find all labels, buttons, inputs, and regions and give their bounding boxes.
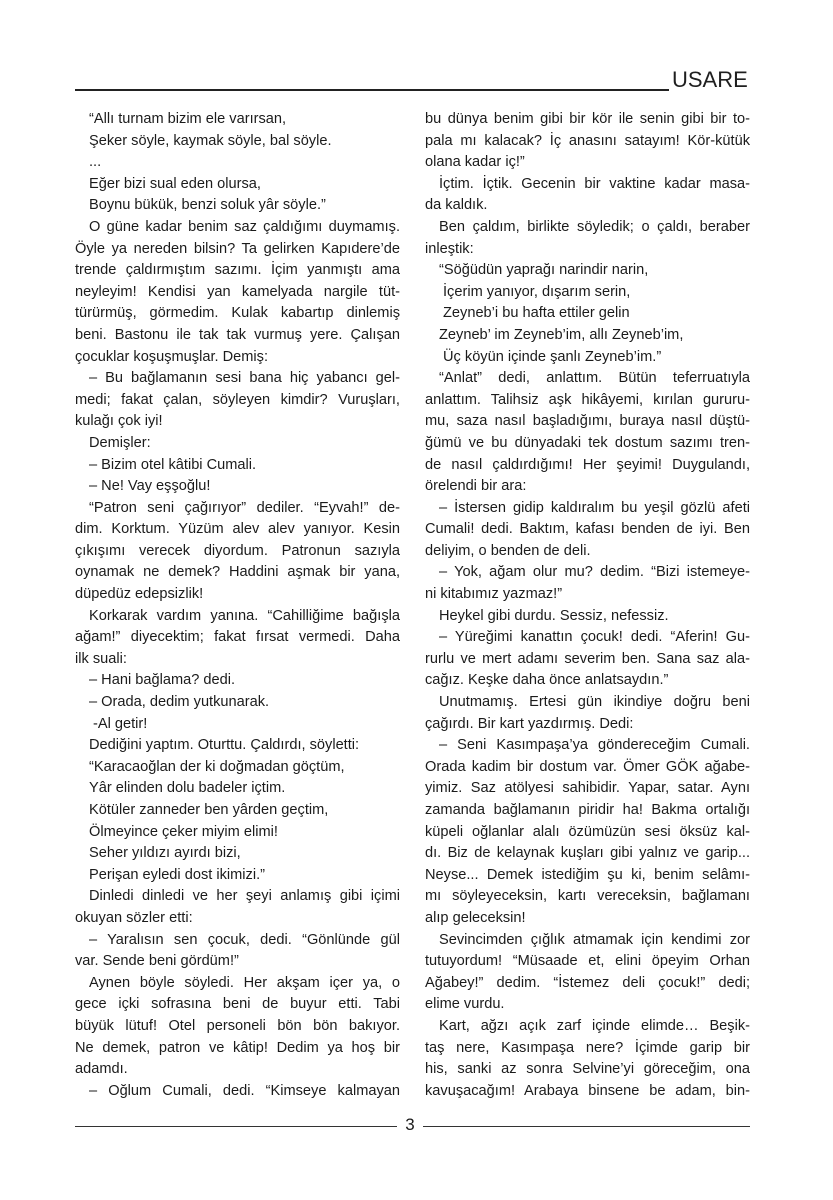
text-line: dim. Korktum. Yüzüm alev alev yanıyor. Kesin: [75, 521, 400, 538]
text-line: Boynu bükük, benzi soluk yâr söyle.”: [89, 197, 326, 214]
text-line: çıkışımı verecek diyordum. Patronun sazıyla: [75, 542, 400, 559]
text-line: elime vurdu.: [425, 996, 505, 1013]
text-line: Seher yıldızı ayırdı bizi,: [89, 845, 241, 862]
right-column: [425, 109, 750, 1102]
text-line: düpedüz edepsizlik!: [75, 586, 204, 603]
text-line: de nasıl çaldırdığımı! Her şeyimi! Duygulandı,: [425, 456, 750, 473]
text-line: beni. Bastonu ile tak tak vurmuş yere. Çalışan: [75, 326, 400, 343]
text-line: “Allı turnam bizim ele varırsan,: [89, 111, 287, 127]
text-line: – Ne! Vay eşşoğlu!: [89, 478, 211, 495]
text-line: Kötüler zanneder ben yârden geçtim,: [89, 802, 329, 818]
text-line: inleştik:: [425, 240, 474, 257]
text-line: oynamak ne demek? Haddini aşmak bir yana,: [75, 564, 400, 581]
text-line: cağız. Keşke daha önce anlatsaydın.”: [425, 672, 669, 689]
text-line: rurlu ve mert adamı severim ben. Sana saz ala-: [425, 650, 750, 667]
text-line: kavuşacağım! Arabaya binsene be adam, bin-: [425, 1082, 750, 1099]
text-line: Unutmamış. Ertesi gün ikindiye doğru beni: [439, 694, 750, 711]
text-line: mı söyleyeceksin, kartı vereceksin, bağlamanı: [425, 888, 750, 905]
text-line: çocuklar koşuşmuşlar. Demiş:: [75, 348, 269, 365]
text-line: -Al getir!: [93, 715, 148, 732]
text-line: Korkarak vardım yanına. “Cahilliğime bağışla: [89, 607, 400, 624]
text-line: Ölmeyince çeker miyim elimi!: [89, 823, 278, 840]
text-line: neyleyim! Kendisi yan kamelyada nargile tüt-: [75, 283, 400, 300]
footer-rule-left: [75, 1126, 397, 1127]
running-header-title: USARE: [672, 67, 748, 92]
text-line: var. Sende beni gördüm!”: [75, 953, 239, 970]
page-number: 3: [405, 1115, 415, 1134]
text-line: “Patron seni çağırıyor” dediler. “Eyvah!” de-: [89, 499, 400, 516]
text-line: alıp geleceksin!: [425, 909, 526, 926]
text-line: medi; fakat çalan, söyleyen kimdir? Vuruşları,: [75, 391, 400, 408]
text-line: dı. Biz de kelaynak kuşları gibi yalnız ve garip...: [425, 845, 750, 862]
text-line: pala mı kalacak? İç anasını satayım! Kör-kütük: [425, 132, 750, 149]
text-line: ilk suali:: [75, 650, 127, 667]
text-line: Heykel gibi durdu. Sessiz, nefessiz.: [439, 607, 669, 624]
text-line: Üç köyün içinde şanlı Zeyneb’im.”: [443, 348, 662, 365]
text-line: ni kitabımız yazmaz!”: [425, 586, 563, 603]
text-line: olana kadar iç!”: [425, 154, 525, 171]
text-line: – Seni Kasımpaşa’ya göndereceğim Cumali.: [439, 737, 750, 754]
text-line: – İstersen gidip kaldıralım bu yeşil gözlü afeti: [439, 499, 750, 516]
text-line: küpeli oğlanlar alalı özümüzün sesi öksüz kal-: [425, 823, 750, 840]
left-column: [75, 109, 400, 1102]
text-line: – Oğlum Cumali, dedi. “Kimseye kalmayan: [89, 1082, 400, 1099]
text-line: mu, saza nasıl başladığımı, buraya nasıl düştü-: [425, 413, 750, 430]
text-line: trende çaldırmıştım sazımı. İçim yanmıştı ama: [75, 262, 400, 279]
text-line: ğümü ve bu dünyadaki tek dostum sazımı tren-: [425, 434, 750, 451]
text-line: ...: [89, 154, 102, 171]
text-line: Demişler:: [89, 434, 151, 451]
text-line: – Bu bağlamanın sesi bana hiç yabancı gel-: [89, 370, 400, 387]
text-line: anlattım. Talihsiz aşk hikâyemi, kırılan gururu-: [425, 391, 750, 408]
text-line: yimiz. Saz atölyesi sahibidir. Yapar, satar. Aynı: [425, 780, 750, 797]
text-line: Öyle ya nereden bilsin? Ta gelirken Kapıdere’de: [75, 240, 400, 257]
text-line: Kart, ağzı açık zarf içinde elimde… Beşik-: [439, 1017, 750, 1034]
text-line: taş nere, Kasımpaşa nere? İçimde garip bir: [425, 1039, 750, 1056]
text-line: Yâr elinden dolu badeler içtim.: [89, 780, 286, 797]
text-line: – Yüreğimi kanattın çocuk! dedi. “Aferin! Gu-: [439, 629, 750, 646]
text-line: Cumali! dedi. Baktım, kafası benden de iyi. Ben: [425, 521, 750, 538]
text-line: türürmüş, görmedim. Kulak kabartıp dinlemiş: [75, 305, 400, 322]
text-line: – Orada, dedim yutkunarak.: [89, 694, 270, 711]
text-line: İçtim. İçtik. Gecenin bir vaktine kadar masa-: [439, 175, 750, 192]
text-line: Ben çaldım, birlikte söyledik; o çaldı, beraber: [439, 218, 750, 235]
text-line: – Yaralısın sen çocuk, dedi. “Gönlünde gül: [89, 931, 400, 948]
text-line: tutuyordum! “Müsaade et, elini öpeyim Orhan: [425, 953, 750, 970]
text-line: – Bizim otel kâtibi Cumali.: [89, 456, 257, 473]
text-line: “Karacaoğlan der ki doğmadan göçtüm,: [89, 758, 345, 775]
text-line: ağam!” diyecektim; fakat fırsat vermedi. Daha: [75, 629, 400, 646]
text-line: Zeyneb’ im Zeyneb’im, allı Zeyneb’im,: [439, 326, 684, 343]
text-line: – Yok, ağam olur mu? dedim. “Bizi istemeye-: [439, 564, 750, 581]
text-line: çağırdı. Bir kart yazdırmış. Dedi:: [425, 715, 634, 732]
text-line: Ağabey!” dedim. “İstemez deli çocuk!” dedi;: [425, 974, 750, 991]
text-line: O güne kadar benim saz çaldığımı duymamış.: [89, 218, 400, 235]
text-line: Sevincimden çığlık atmamak için kendimi zor: [439, 931, 750, 948]
text-line: kulağı çok iyi!: [75, 413, 163, 430]
text-line: okuyan sözler etti:: [75, 909, 193, 926]
footer-rule-right: [423, 1126, 750, 1127]
text-line: da kaldık.: [425, 197, 488, 214]
text-line: adamdı.: [75, 1061, 128, 1078]
text-line: Dinledi dinledi ve her şeyi anlamış gibi içimi: [89, 888, 400, 905]
text-line: “Anlat” dedi, anlattım. Bütün teferruatıyla: [439, 370, 750, 387]
text-line: deliyim, o benden de deli.: [425, 542, 591, 559]
text-line: Zeyneb’i bu hafta ettiler gelin: [443, 305, 630, 322]
text-line: his, sanki az sonra Selvine’yi göreceğim, ona: [425, 1061, 750, 1078]
text-line: – Hani bağlama? dedi.: [89, 672, 236, 689]
header-rule: [75, 89, 669, 91]
text-line: Neyse... Demek istediğim şu ki, benim selâmı-: [425, 866, 750, 883]
text-line: Dediğini yaptım. Oturttu. Çaldırdı, söyletti:: [89, 737, 360, 754]
text-line: Aynen böyle söyledi. Her akşam içer ya, o: [89, 974, 400, 991]
text-line: “Söğüdün yaprağı narindir narin,: [439, 262, 649, 279]
text-line: İçerim yanıyor, dışarım serin,: [443, 283, 631, 300]
text-line: Şeker söyle, kaymak söyle, bal söyle.: [89, 132, 332, 149]
text-line: gece içki sofrasına beni de buyur etti. Tabi: [75, 996, 400, 1013]
text-line: zamanda bağlamanın piridir ha! Bakma ortalığı: [425, 802, 750, 818]
text-line: Orada kadim bir dostum var. Ömer GÖK ağabe-: [425, 758, 750, 775]
text-line: bu dünya benim gibi bir kör ile senin gibi bir to-: [425, 111, 750, 127]
text-line: Perişan eyledi dost ikimizi.”: [89, 866, 265, 883]
text-line: Ne demek, patron ve kâtip! Dedim ya hoş bir: [75, 1039, 400, 1056]
text-line: örelendi bir ara:: [425, 478, 527, 495]
text-line: Eğer bizi sual eden olursa,: [89, 175, 261, 192]
text-line: büyük lütuf! Otel personeli bön bön bakıyor.: [75, 1017, 400, 1034]
